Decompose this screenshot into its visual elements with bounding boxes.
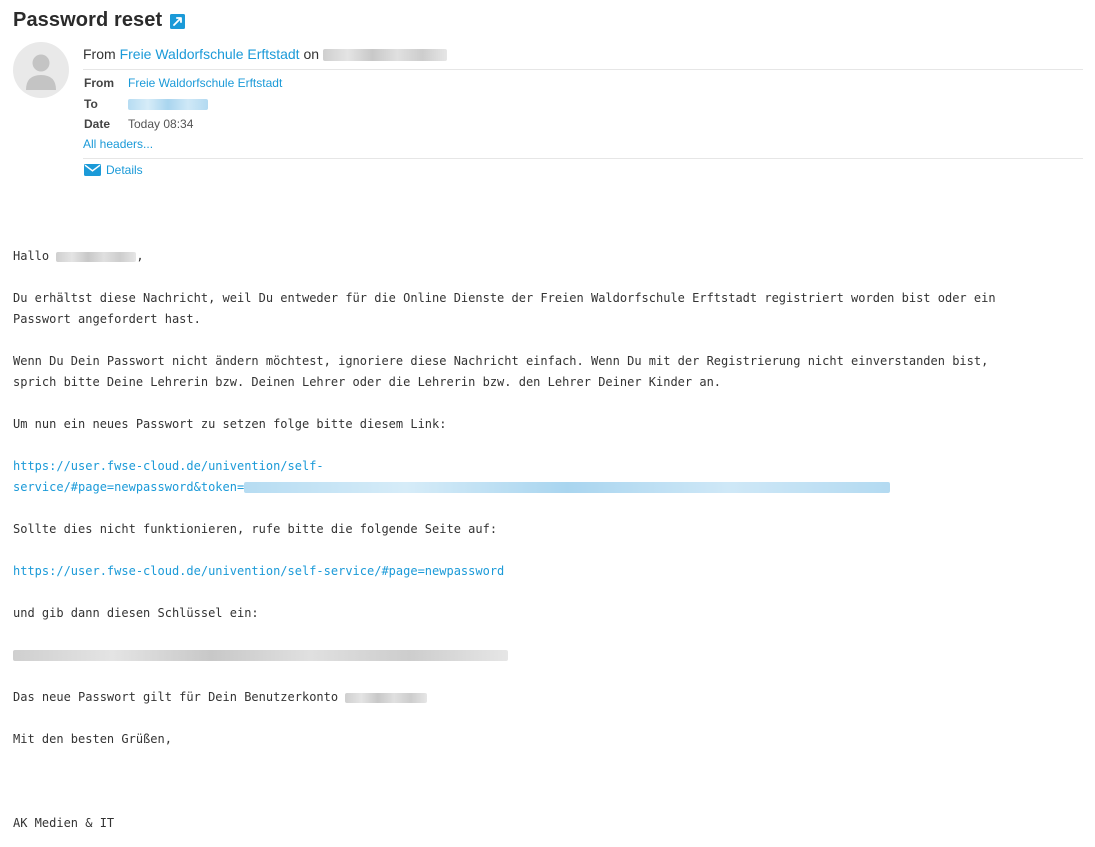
reset-link-line-2[interactable] [13,477,890,498]
details-label: Details [106,163,143,177]
closing-line: Mit den besten Grüßen, [13,732,172,746]
email-subject: Password reset [13,9,163,31]
header-date-value: Today 08:34 [128,117,194,131]
greeting-comma: , [136,249,144,263]
newpassword-page-link[interactable]: https://user.fwse-cloud.de/univention/self-service/#page=newpassword [13,564,505,578]
greeting-text: Hallo [13,249,50,263]
body-paragraph-6 [13,687,427,708]
redacted-token[interactable] [244,482,890,493]
reset-link-line-1[interactable]: https://user.fwse-cloud.de/univention/self- [13,459,324,473]
open-external-icon[interactable] [170,14,185,29]
from-summary-line [83,46,1083,62]
details-link[interactable] [84,163,143,177]
header-row-from [84,76,282,90]
header-from-link[interactable]: Freie Waldorfschule Erftstadt [128,76,283,90]
sender-name-link[interactable]: Freie Waldorfschule Erftstadt [119,46,300,62]
on-text: on [303,46,320,62]
subject-row [13,9,185,32]
header-to-label: To [84,97,98,111]
header-divider-top [83,69,1083,70]
body-paragraph-5: und gib dann diesen Schlüssel ein: [13,606,259,620]
body-paragraph-2-line-2: sprich bitte Deine Lehrerin bzw. Deinen Lehrer oder die Lehrerin bzw. den Lehrer Deiner Kinder an. [13,375,722,389]
greeting-line [13,246,144,267]
user-silhouette-icon [13,42,69,98]
account-text: Das neue Passwort gilt für Dein Benutzerkonto [13,690,339,704]
sender-avatar [13,42,69,98]
all-headers-link[interactable]: All headers... [83,137,154,151]
body-paragraph-4: Sollte dies nicht funktionieren, rufe bitte die folgende Seite auf: [13,522,498,536]
redacted-key [13,650,508,661]
header-divider-bottom [83,158,1083,159]
header-row-date [84,117,193,131]
header-from-label: From [84,76,114,90]
envelope-icon [84,164,101,176]
reset-link-text[interactable]: service/#page=newpassword&token= [13,480,245,494]
header-date-label: Date [84,117,111,131]
body-paragraph-1-line-2: Passwort angefordert hast. [13,312,201,326]
header-row-to [84,97,208,111]
from-prefix: From [83,46,116,62]
redacted-name [56,252,136,262]
body-paragraph-1-line-1: Du erhältst diese Nachricht, weil Du entweder für die Online Dienste der Freien Waldorfschule Erftstadt registriert worden bist oder ein [13,291,996,305]
redacted-account [345,693,427,703]
redacted-datetime [323,49,447,61]
body-paragraph-3: Um nun ein neues Passwort zu setzen folge bitte diesem Link: [13,417,447,431]
signature: AK Medien & IT [13,816,115,830]
redacted-key-line [13,645,508,666]
redacted-recipient[interactable] [128,99,208,110]
body-paragraph-2-line-1: Wenn Du Dein Passwort nicht ändern möchtest, ignoriere diese Nachricht einfach. Wenn Du mit der Registrierung nicht einverstanden bist, [13,354,989,368]
